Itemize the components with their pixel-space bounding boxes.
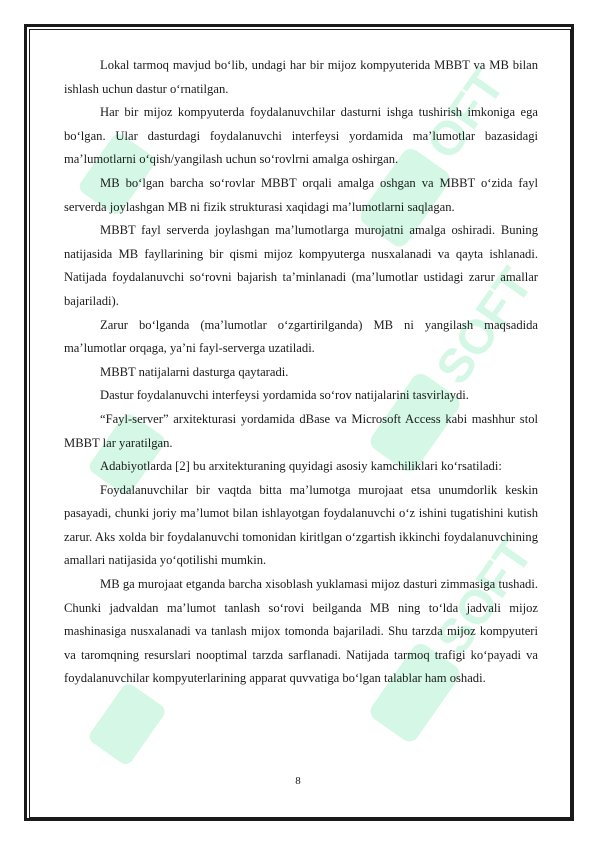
- document-body: [64, 54, 538, 691]
- paragraph: MBBT natijalarni dasturga qaytaradi.: [100, 364, 289, 379]
- paragraph: Adabiyotlarda [2] bu arxitekturaning quyidagi asosiy kamchiliklari ko‘rsatiladi:: [100, 459, 502, 474]
- paragraph: Zarur bo‘lganda (ma’lumotlar o‘zgartirilganda) MB ni yangilash maqsadida ma’lumotlar orqaga, ya’ni fayl-serverga uzatiladi.: [64, 317, 538, 356]
- paragraph: MB bo‘lgan barcha so‘rovlar MBBT orqali amalga oshgan va MBBT o‘zida fayl serverda joylashgan MB ni fizik strukturasi xaqidagi ma’lumotlarni saqlagan.: [64, 175, 538, 214]
- paragraph: Lokal tarmoq mavjud bo‘lib, undagi har bir mijoz kompyuterida MBBT va MB bilan ishlash uchun dastur o‘rnatilgan.: [64, 58, 538, 96]
- svg-text:SOFT: SOFT: [426, 528, 544, 664]
- paragraph: MBBT fayl serverda joylashgan ma’lumotlarga murojatni amalga oshiradi. Buning natijasida MB fayllarining bir qismi mijoz kompyuterga nusxalanadi va qayta ishlanadi. Natijada foydalanuvchi so‘rovni bajarish ta’minlanadi (ma’lumotlar ustidagi zarur amallar bajariladi).: [64, 223, 538, 308]
- paragraph: MB ga murojaat etganda barcha xisoblash yuklamasi mijoz dasturi zimmasiga tushadi. Chunki jadvaldan ma’lumot tanlash so‘rovi beilganda MB ning to‘lda jadvali mijoz mashinasiga nusxalanadi va tanlash mijox tomonda bajariladi. Shu tarzda mijoz kompyuteri va taromqning resurslari nooptimal tarzda sarflanadi. Natijada tarmoq trafigi ko‘payadi va foydalanuvchilar kompyuterlarining apparat quvvatiga bo‘lgan talablar ham oshadi.: [64, 577, 538, 686]
- paragraph: Har bir mijoz kompyuterda foydalanuvchilar dasturni ishga tushirish imkoniga ega bo‘lgan. Ular dasturdagi foydalanuvchi interfeysi yordamida ma’lumotlar bazasidagi ma’lumotlarni o‘qish/yangilash uchun so‘rovlrni amalga oshirgan.: [64, 105, 538, 167]
- paragraph: Foydalanuvchilar bir vaqtda bitta ma’lumotga murojaat etsa unumdorlik keskin pasayadi, chunki joriy ma’lumot bilan ishlayotgan foydalanuvchi o‘z ishini tugatishini kutish zarur. Aks xolda bir foydalanuvchi tomonidan kiritlgan o‘zgartish ikkinchi foydalanuvchining amallari natijasida yo‘qotilishi mumkin.: [64, 482, 538, 568]
- svg-text:OFT: OFT: [416, 59, 516, 169]
- paragraph: “Fayl-server” arxitekturasi yordamida dBase va Microsoft Access kabi mashhur stol MBBT lar yaratilgan.: [64, 411, 538, 450]
- page-number: 8: [295, 775, 301, 787]
- svg-text:SOFT: SOFT: [426, 258, 544, 394]
- paragraph: Dastur foydalanuvchi interfeysi yordamida so‘rov natijalarini tasvirlaydi.: [100, 388, 469, 403]
